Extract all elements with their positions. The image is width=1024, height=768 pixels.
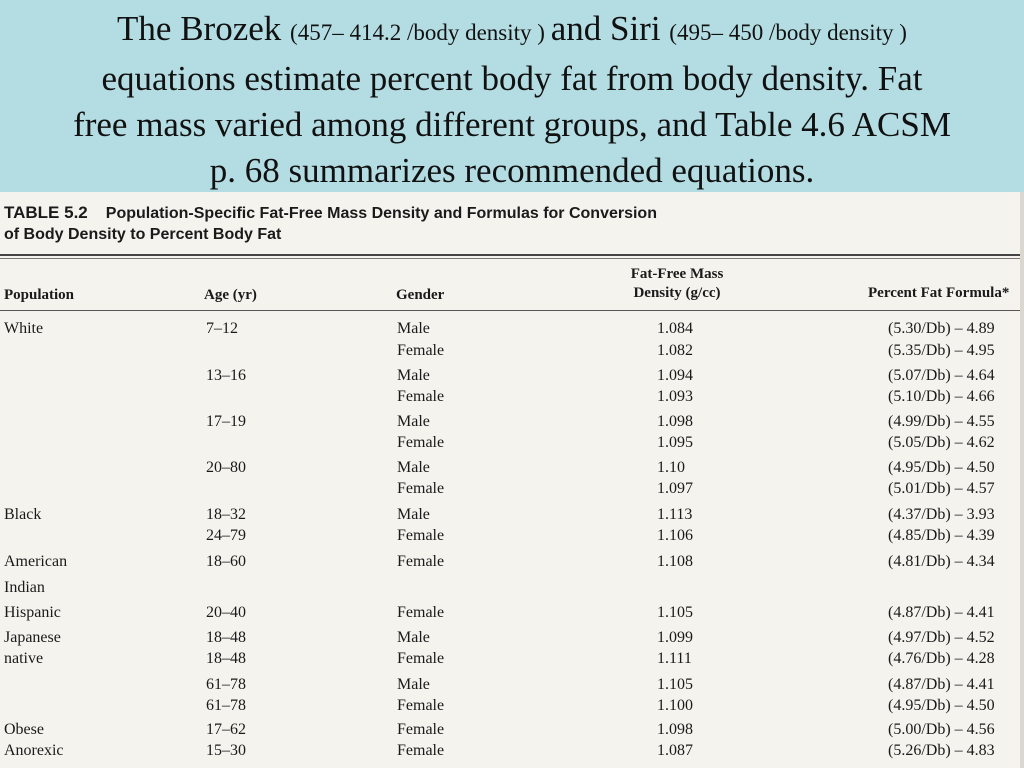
cell-population: Obese xyxy=(4,721,44,738)
cell-gender: Male xyxy=(397,413,430,430)
cell-gender: Female xyxy=(397,604,445,621)
scan-edge xyxy=(1020,192,1024,768)
cell-density: 1.099 xyxy=(657,629,693,646)
cell-gender: Female xyxy=(397,480,445,497)
cell-density: 1.108 xyxy=(657,553,693,570)
slide-title xyxy=(0,0,1024,192)
cell-density: 1.113 xyxy=(657,506,693,523)
cell-population: Hispanic xyxy=(4,604,61,621)
cell-density: 1.082 xyxy=(657,342,693,359)
cell-density: 1.111 xyxy=(657,650,692,667)
cell-age: 20–40 xyxy=(206,604,246,621)
cell-population: Japanese xyxy=(4,629,61,646)
table-caption xyxy=(4,202,657,245)
title-text: equations estimate percent body fat from body density. Fat xyxy=(101,59,923,98)
cell-gender: Female xyxy=(397,553,445,570)
title-text: free mass varied among different groups, and Table 4.6 ACSM xyxy=(73,105,951,144)
cell-formula: (4.81/Db) – 4.34 xyxy=(888,553,995,570)
cell-age: 7–12 xyxy=(206,320,238,337)
cell-gender: Female xyxy=(397,527,445,544)
title-line xyxy=(0,56,1024,102)
header-rule xyxy=(0,310,1020,311)
cell-age: 18–48 xyxy=(206,629,246,646)
cell-gender: Male xyxy=(397,459,430,476)
cell-density: 1.098 xyxy=(657,413,693,430)
cell-gender: Female xyxy=(397,388,445,405)
cell-density: 1.105 xyxy=(657,676,693,693)
table-title-line2: of Body Density to Percent Body Fat xyxy=(4,226,282,243)
header-gender: Gender xyxy=(396,287,445,303)
cell-gender: Female xyxy=(397,342,445,359)
cell-density: 1.084 xyxy=(657,320,693,337)
cell-gender: Male xyxy=(397,676,430,693)
header-density-line1: Fat-Free Mass xyxy=(630,266,724,282)
cell-age: 17–62 xyxy=(206,721,246,738)
cell-gender: Female xyxy=(397,650,445,667)
cell-formula: (4.95/Db) – 4.50 xyxy=(888,697,995,714)
cell-age: 13–16 xyxy=(206,367,246,384)
title-line xyxy=(0,148,1024,194)
cell-age: 18–60 xyxy=(206,553,246,570)
cell-formula: (4.76/Db) – 4.28 xyxy=(888,650,995,667)
title-text: and Siri xyxy=(550,9,670,48)
table-top-rule xyxy=(0,254,1020,256)
cell-density: 1.106 xyxy=(657,527,693,544)
cell-formula: (4.87/Db) – 4.41 xyxy=(888,604,995,621)
header-formula: Percent Fat Formula* xyxy=(868,285,1010,301)
header-density-line2: Density (g/cc) xyxy=(633,285,721,301)
cell-gender: Female xyxy=(397,434,445,451)
header-density xyxy=(612,265,742,303)
cell-population: Anorexic xyxy=(4,742,64,759)
header-population: Population xyxy=(4,287,75,303)
title-text: (457– 414.2 /body density ) xyxy=(290,20,551,45)
table-title-line1: Population-Specific Fat-Free Mass Density and Formulas for Conversion xyxy=(105,205,657,222)
cell-age: 15–30 xyxy=(206,742,246,759)
cell-age: 18–48 xyxy=(206,650,246,667)
cell-gender: Male xyxy=(397,320,430,337)
cell-formula: (4.37/Db) – 3.93 xyxy=(888,506,995,523)
cell-gender: Male xyxy=(397,629,430,646)
table-top-rule-thin xyxy=(0,258,1020,259)
cell-formula: (4.87/Db) – 4.41 xyxy=(888,676,995,693)
cell-population: American xyxy=(4,553,68,570)
cell-formula: (4.97/Db) – 4.52 xyxy=(888,629,995,646)
cell-formula: (5.05/Db) – 4.62 xyxy=(888,434,995,451)
cell-formula: (4.85/Db) – 4.39 xyxy=(888,527,995,544)
cell-formula: (5.00/Db) – 4.56 xyxy=(888,721,995,738)
table-number: TABLE 5.2 xyxy=(4,203,88,222)
cell-gender: Female xyxy=(397,742,445,759)
cell-formula: (5.26/Db) – 4.83 xyxy=(888,742,995,759)
cell-age: 17–19 xyxy=(206,413,246,430)
cell-gender: Male xyxy=(397,506,430,523)
cell-formula: (5.10/Db) – 4.66 xyxy=(888,388,995,405)
cell-population: native xyxy=(4,650,44,667)
cell-formula: (5.07/Db) – 4.64 xyxy=(888,367,995,384)
cell-formula: (4.95/Db) – 4.50 xyxy=(888,459,995,476)
cell-density: 1.100 xyxy=(657,697,693,714)
title-text: The Brozek xyxy=(117,9,291,48)
cell-formula: (4.99/Db) – 4.55 xyxy=(888,413,995,430)
cell-formula: (5.30/Db) – 4.89 xyxy=(888,320,995,337)
header-age: Age (yr) xyxy=(204,287,257,303)
cell-density: 1.10 xyxy=(657,459,685,476)
cell-formula: (5.35/Db) – 4.95 xyxy=(888,342,995,359)
cell-gender: Female xyxy=(397,697,445,714)
cell-population: Indian xyxy=(4,579,45,596)
cell-age: 20–80 xyxy=(206,459,246,476)
cell-age: 61–78 xyxy=(206,676,246,693)
cell-gender: Female xyxy=(397,721,445,738)
cell-density: 1.087 xyxy=(657,742,693,759)
cell-age: 24–79 xyxy=(206,527,246,544)
title-text: p. 68 summarizes recommended equations. xyxy=(209,151,815,190)
title-line xyxy=(0,6,1024,56)
cell-density: 1.098 xyxy=(657,721,693,738)
cell-population: White xyxy=(4,320,44,337)
cell-population: Black xyxy=(4,506,42,523)
cell-density: 1.095 xyxy=(657,434,693,451)
cell-density: 1.093 xyxy=(657,388,693,405)
title-line xyxy=(0,102,1024,148)
cell-density: 1.105 xyxy=(657,604,693,621)
cell-age: 18–32 xyxy=(206,506,246,523)
title-text: (495– 450 /body density ) xyxy=(669,20,907,45)
cell-age: 61–78 xyxy=(206,697,246,714)
cell-formula: (5.01/Db) – 4.57 xyxy=(888,480,995,497)
cell-density: 1.094 xyxy=(657,367,693,384)
cell-gender: Male xyxy=(397,367,430,384)
cell-density: 1.097 xyxy=(657,480,693,497)
scanned-table xyxy=(0,192,1024,768)
